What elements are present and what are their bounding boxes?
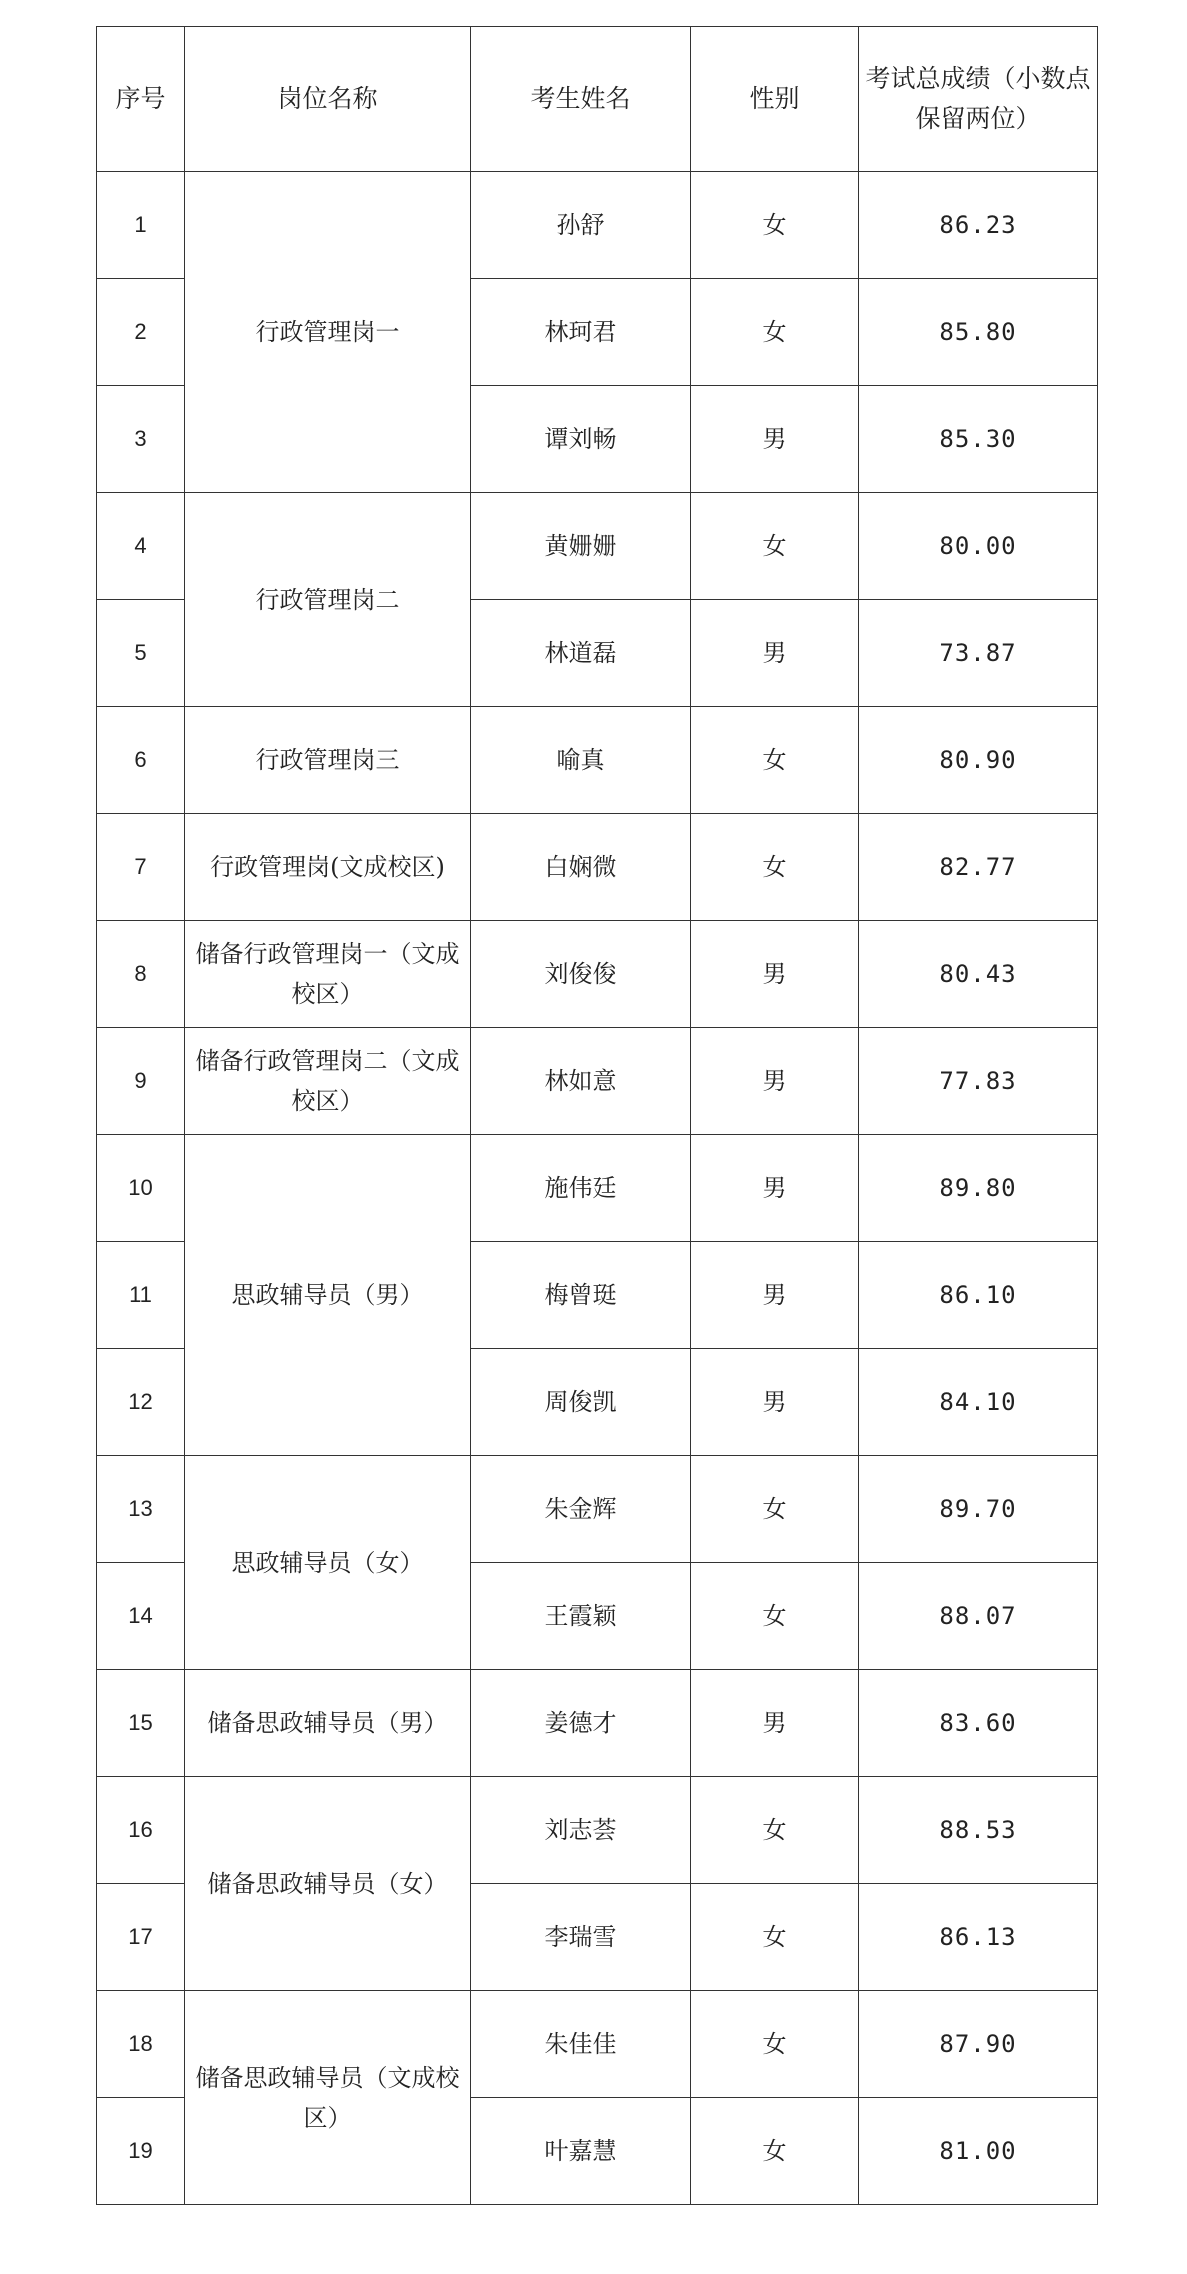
row-gender: 女: [691, 493, 859, 600]
row-gender: 男: [691, 1028, 859, 1135]
row-index: 1: [97, 172, 185, 279]
row-score: 85.80: [859, 279, 1098, 386]
row-index: 5: [97, 600, 185, 707]
row-index: 6: [97, 707, 185, 814]
row-gender: 男: [691, 1670, 859, 1777]
row-score: 80.00: [859, 493, 1098, 600]
table-row: [97, 1135, 1098, 1242]
row-name: 孙舒: [471, 172, 691, 279]
row-index: 10: [97, 1135, 185, 1242]
table-row: [97, 707, 1098, 814]
row-index: 18: [97, 1991, 185, 2098]
row-position: 储备行政管理岗二（文成校区）: [185, 1028, 471, 1135]
row-gender: 女: [691, 2098, 859, 2205]
row-gender: 男: [691, 386, 859, 493]
row-name: 白娴微: [471, 814, 691, 921]
row-gender: 女: [691, 1563, 859, 1670]
row-score: 77.83: [859, 1028, 1098, 1135]
row-name: 朱金辉: [471, 1456, 691, 1563]
row-position: 行政管理岗(文成校区): [185, 814, 471, 921]
row-score: 86.13: [859, 1884, 1098, 1991]
row-gender: 男: [691, 921, 859, 1028]
row-score: 87.90: [859, 1991, 1098, 2098]
table-row: [97, 921, 1098, 1028]
row-index: 19: [97, 2098, 185, 2205]
row-index: 16: [97, 1777, 185, 1884]
row-index: 8: [97, 921, 185, 1028]
row-gender: 女: [691, 1991, 859, 2098]
row-score: 80.90: [859, 707, 1098, 814]
row-name: 林道磊: [471, 600, 691, 707]
row-gender: 女: [691, 707, 859, 814]
row-index: 14: [97, 1563, 185, 1670]
header-score: 考试总成绩（小数点保留两位）: [859, 27, 1098, 172]
row-gender: 女: [691, 1456, 859, 1563]
row-score: 88.53: [859, 1777, 1098, 1884]
table-row: [97, 1670, 1098, 1777]
row-gender: 男: [691, 1349, 859, 1456]
table-header: [97, 27, 1098, 172]
row-position: 储备思政辅导员（女）: [185, 1777, 471, 1991]
row-score: 86.23: [859, 172, 1098, 279]
row-score: 73.87: [859, 600, 1098, 707]
row-gender: 女: [691, 1777, 859, 1884]
row-score: 85.30: [859, 386, 1098, 493]
row-index: 3: [97, 386, 185, 493]
table-row: [97, 172, 1098, 279]
row-position: 思政辅导员（男）: [185, 1135, 471, 1456]
row-name: 喻真: [471, 707, 691, 814]
header-position: 岗位名称: [185, 27, 471, 172]
row-index: 4: [97, 493, 185, 600]
row-name: 林珂君: [471, 279, 691, 386]
table-row: [97, 1456, 1098, 1563]
row-index: 13: [97, 1456, 185, 1563]
row-score: 84.10: [859, 1349, 1098, 1456]
header-gender: 性别: [691, 27, 859, 172]
row-name: 梅曾珽: [471, 1242, 691, 1349]
row-name: 叶嘉慧: [471, 2098, 691, 2205]
row-name: 周俊凯: [471, 1349, 691, 1456]
header-row: [97, 27, 1098, 172]
row-position: 储备思政辅导员（文成校区）: [185, 1991, 471, 2205]
row-gender: 男: [691, 1242, 859, 1349]
table-row: [97, 1777, 1098, 1884]
row-score: 82.77: [859, 814, 1098, 921]
row-gender: 女: [691, 1884, 859, 1991]
table-row: [97, 493, 1098, 600]
row-gender: 女: [691, 172, 859, 279]
row-name: 林如意: [471, 1028, 691, 1135]
row-index: 12: [97, 1349, 185, 1456]
row-score: 80.43: [859, 921, 1098, 1028]
row-position: 思政辅导员（女）: [185, 1456, 471, 1670]
row-index: 17: [97, 1884, 185, 1991]
table-body: [97, 172, 1098, 2205]
row-name: 朱佳佳: [471, 1991, 691, 2098]
row-name: 姜德才: [471, 1670, 691, 1777]
row-index: 9: [97, 1028, 185, 1135]
row-name: 刘俊俊: [471, 921, 691, 1028]
score-table: [96, 26, 1098, 2205]
row-name: 王霞颖: [471, 1563, 691, 1670]
row-name: 李瑞雪: [471, 1884, 691, 1991]
row-position: 储备行政管理岗一（文成校区）: [185, 921, 471, 1028]
header-name: 考生姓名: [471, 27, 691, 172]
row-gender: 女: [691, 814, 859, 921]
table-row: [97, 1028, 1098, 1135]
row-gender: 男: [691, 1135, 859, 1242]
table-row: [97, 1991, 1098, 2098]
row-position: 行政管理岗三: [185, 707, 471, 814]
row-position: 行政管理岗二: [185, 493, 471, 707]
row-name: 刘志荟: [471, 1777, 691, 1884]
row-index: 2: [97, 279, 185, 386]
table-row: [97, 814, 1098, 921]
row-score: 89.70: [859, 1456, 1098, 1563]
row-position: 储备思政辅导员（男）: [185, 1670, 471, 1777]
row-score: 83.60: [859, 1670, 1098, 1777]
row-position: 行政管理岗一: [185, 172, 471, 493]
row-name: 黄姗姗: [471, 493, 691, 600]
row-name: 谭刘畅: [471, 386, 691, 493]
row-index: 11: [97, 1242, 185, 1349]
row-score: 89.80: [859, 1135, 1098, 1242]
row-name: 施伟廷: [471, 1135, 691, 1242]
row-index: 7: [97, 814, 185, 921]
row-gender: 女: [691, 279, 859, 386]
header-index: 序号: [97, 27, 185, 172]
row-index: 15: [97, 1670, 185, 1777]
row-score: 86.10: [859, 1242, 1098, 1349]
row-gender: 男: [691, 600, 859, 707]
row-score: 88.07: [859, 1563, 1098, 1670]
row-score: 81.00: [859, 2098, 1098, 2205]
